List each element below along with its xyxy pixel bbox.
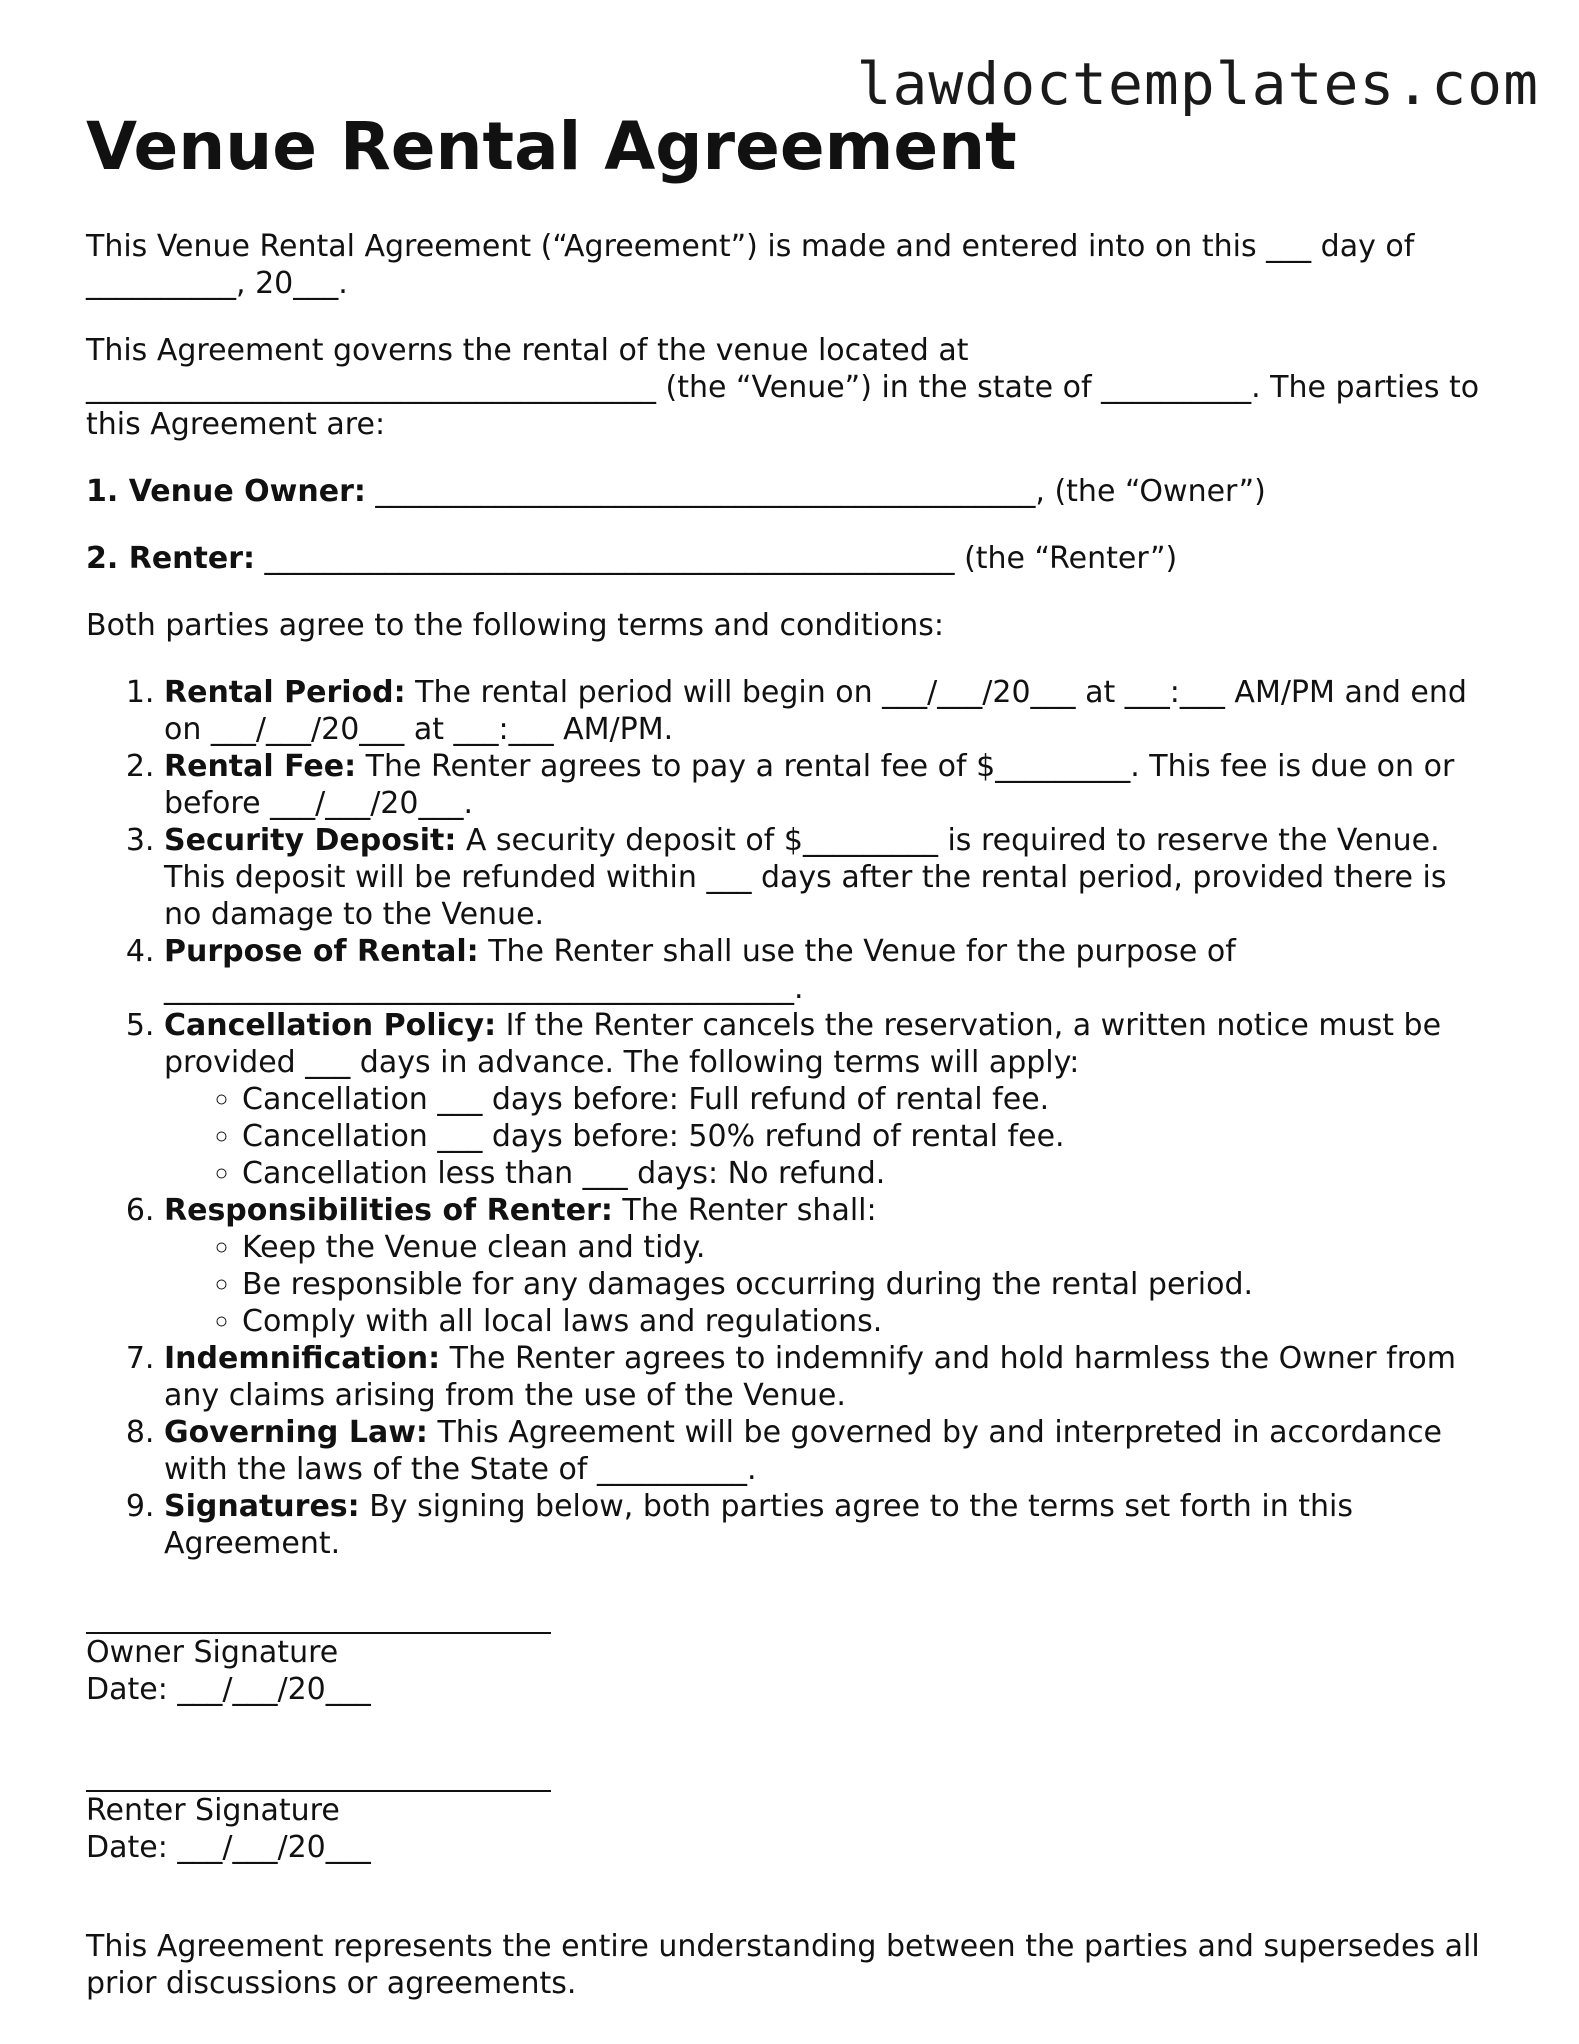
terms-list <box>86 674 1486 1562</box>
document-body <box>86 228 1486 2032</box>
renter-signature-line <box>86 1770 551 1792</box>
term-governing-law <box>164 1414 1486 1488</box>
watermark: lawdoctemplates.com <box>856 50 1539 118</box>
party-owner <box>86 473 1486 510</box>
responsibilities-sublist <box>164 1229 1486 1340</box>
term-text: This Agreement will be governed by and interpreted in accordance with the laws of the State of __________. <box>164 1415 1443 1487</box>
party-owner-label: 1. Venue Owner: <box>86 474 366 509</box>
governs-paragraph: This Agreement governs the rental of the venue located at ______________________________________ (the “Venue”) in the state of __________. The parties to this Agreement are: <box>86 333 1480 442</box>
sub-item: ◦ Cancellation ___ days before: Full refund of rental fee. <box>242 1081 1486 1118</box>
term-label: Responsibilities of Renter: <box>164 1193 613 1228</box>
term-label: Rental Period: <box>164 675 406 710</box>
renter-signature-block <box>86 1770 1486 1866</box>
term-label: Security Deposit: <box>164 823 457 858</box>
party-renter-text: ______________________________________________ (the “Renter”) <box>255 541 1178 576</box>
term-label: Purpose of Rental: <box>164 934 479 969</box>
term-text: The Renter agrees to indemnify and hold harmless the Owner from any claims arising from the use of the Venue. <box>164 1341 1456 1413</box>
document-title: Venue Rental Agreement <box>86 108 1017 185</box>
renter-signature-caption: Renter Signature <box>86 1793 340 1828</box>
term-label: Cancellation Policy: <box>164 1008 497 1043</box>
owner-signature-date: Date: ___/___/20___ <box>86 1672 371 1707</box>
term-text: The rental period will begin on ___/___/20___ at ___:___ AM/PM and end on ___/___/20___ at ___:___ AM/PM. <box>164 675 1467 747</box>
term-text: The Renter shall: <box>612 1193 877 1228</box>
owner-signature-block <box>86 1612 1486 1708</box>
term-label: Rental Fee: <box>164 749 357 784</box>
term-security-deposit <box>164 822 1486 933</box>
term-label: Indemnification: <box>164 1341 441 1376</box>
sub-item: ◦ Keep the Venue clean and tidy. <box>242 1229 1486 1266</box>
owner-signature-line <box>86 1612 551 1634</box>
term-signatures <box>164 1488 1486 1562</box>
renter-signature-date: Date: ___/___/20___ <box>86 1830 371 1865</box>
cancellation-sublist <box>164 1081 1486 1192</box>
term-indemnification <box>164 1340 1486 1414</box>
sub-item: ◦ Be responsible for any damages occurring during the rental period. <box>242 1266 1486 1303</box>
sub-item: ◦ Cancellation ___ days before: 50% refund of rental fee. <box>242 1118 1486 1155</box>
term-rental-period <box>164 674 1486 748</box>
term-text: By signing below, both parties agree to the terms set forth in this Agreement. <box>164 1489 1353 1561</box>
term-cancellation <box>164 1007 1486 1192</box>
term-text: The Renter agrees to pay a rental fee of $_________. This fee is due on or before ___/___/20___. <box>164 749 1455 821</box>
term-rental-fee <box>164 748 1486 822</box>
term-label: Signatures: <box>164 1489 360 1524</box>
party-renter-label: 2. Renter: <box>86 541 255 576</box>
term-text: The Renter shall use the Venue for the purpose of __________________________________________. <box>164 934 1236 1006</box>
party-owner-text: ____________________________________________, (the “Owner”) <box>365 474 1266 509</box>
sub-item: ◦ Comply with all local laws and regulations. <box>242 1303 1486 1340</box>
sub-item: ◦ Cancellation less than ___ days: No refund. <box>242 1155 1486 1192</box>
party-renter <box>86 540 1486 577</box>
intro-paragraph: This Venue Rental Agreement (“Agreement”) is made and entered into on this ___ day of __________, 20___. <box>86 229 1415 301</box>
term-text: If the Renter cancels the reservation, a written notice must be provided ___ days in advance. The following terms will apply: <box>164 1008 1442 1080</box>
closing-paragraph: This Agreement represents the entire understanding between the parties and supersedes all prior discussions or agreements. <box>86 1929 1480 2001</box>
agree-paragraph: Both parties agree to the following terms and conditions: <box>86 608 944 643</box>
term-purpose <box>164 933 1486 1007</box>
owner-signature-caption: Owner Signature <box>86 1635 339 1670</box>
term-text: A security deposit of $_________ is required to reserve the Venue. This deposit will be refunded within ___ days after the rental period, provided there is no damage to the Venue. <box>164 823 1447 932</box>
term-label: Governing Law: <box>164 1415 428 1450</box>
term-responsibilities <box>164 1192 1486 1340</box>
